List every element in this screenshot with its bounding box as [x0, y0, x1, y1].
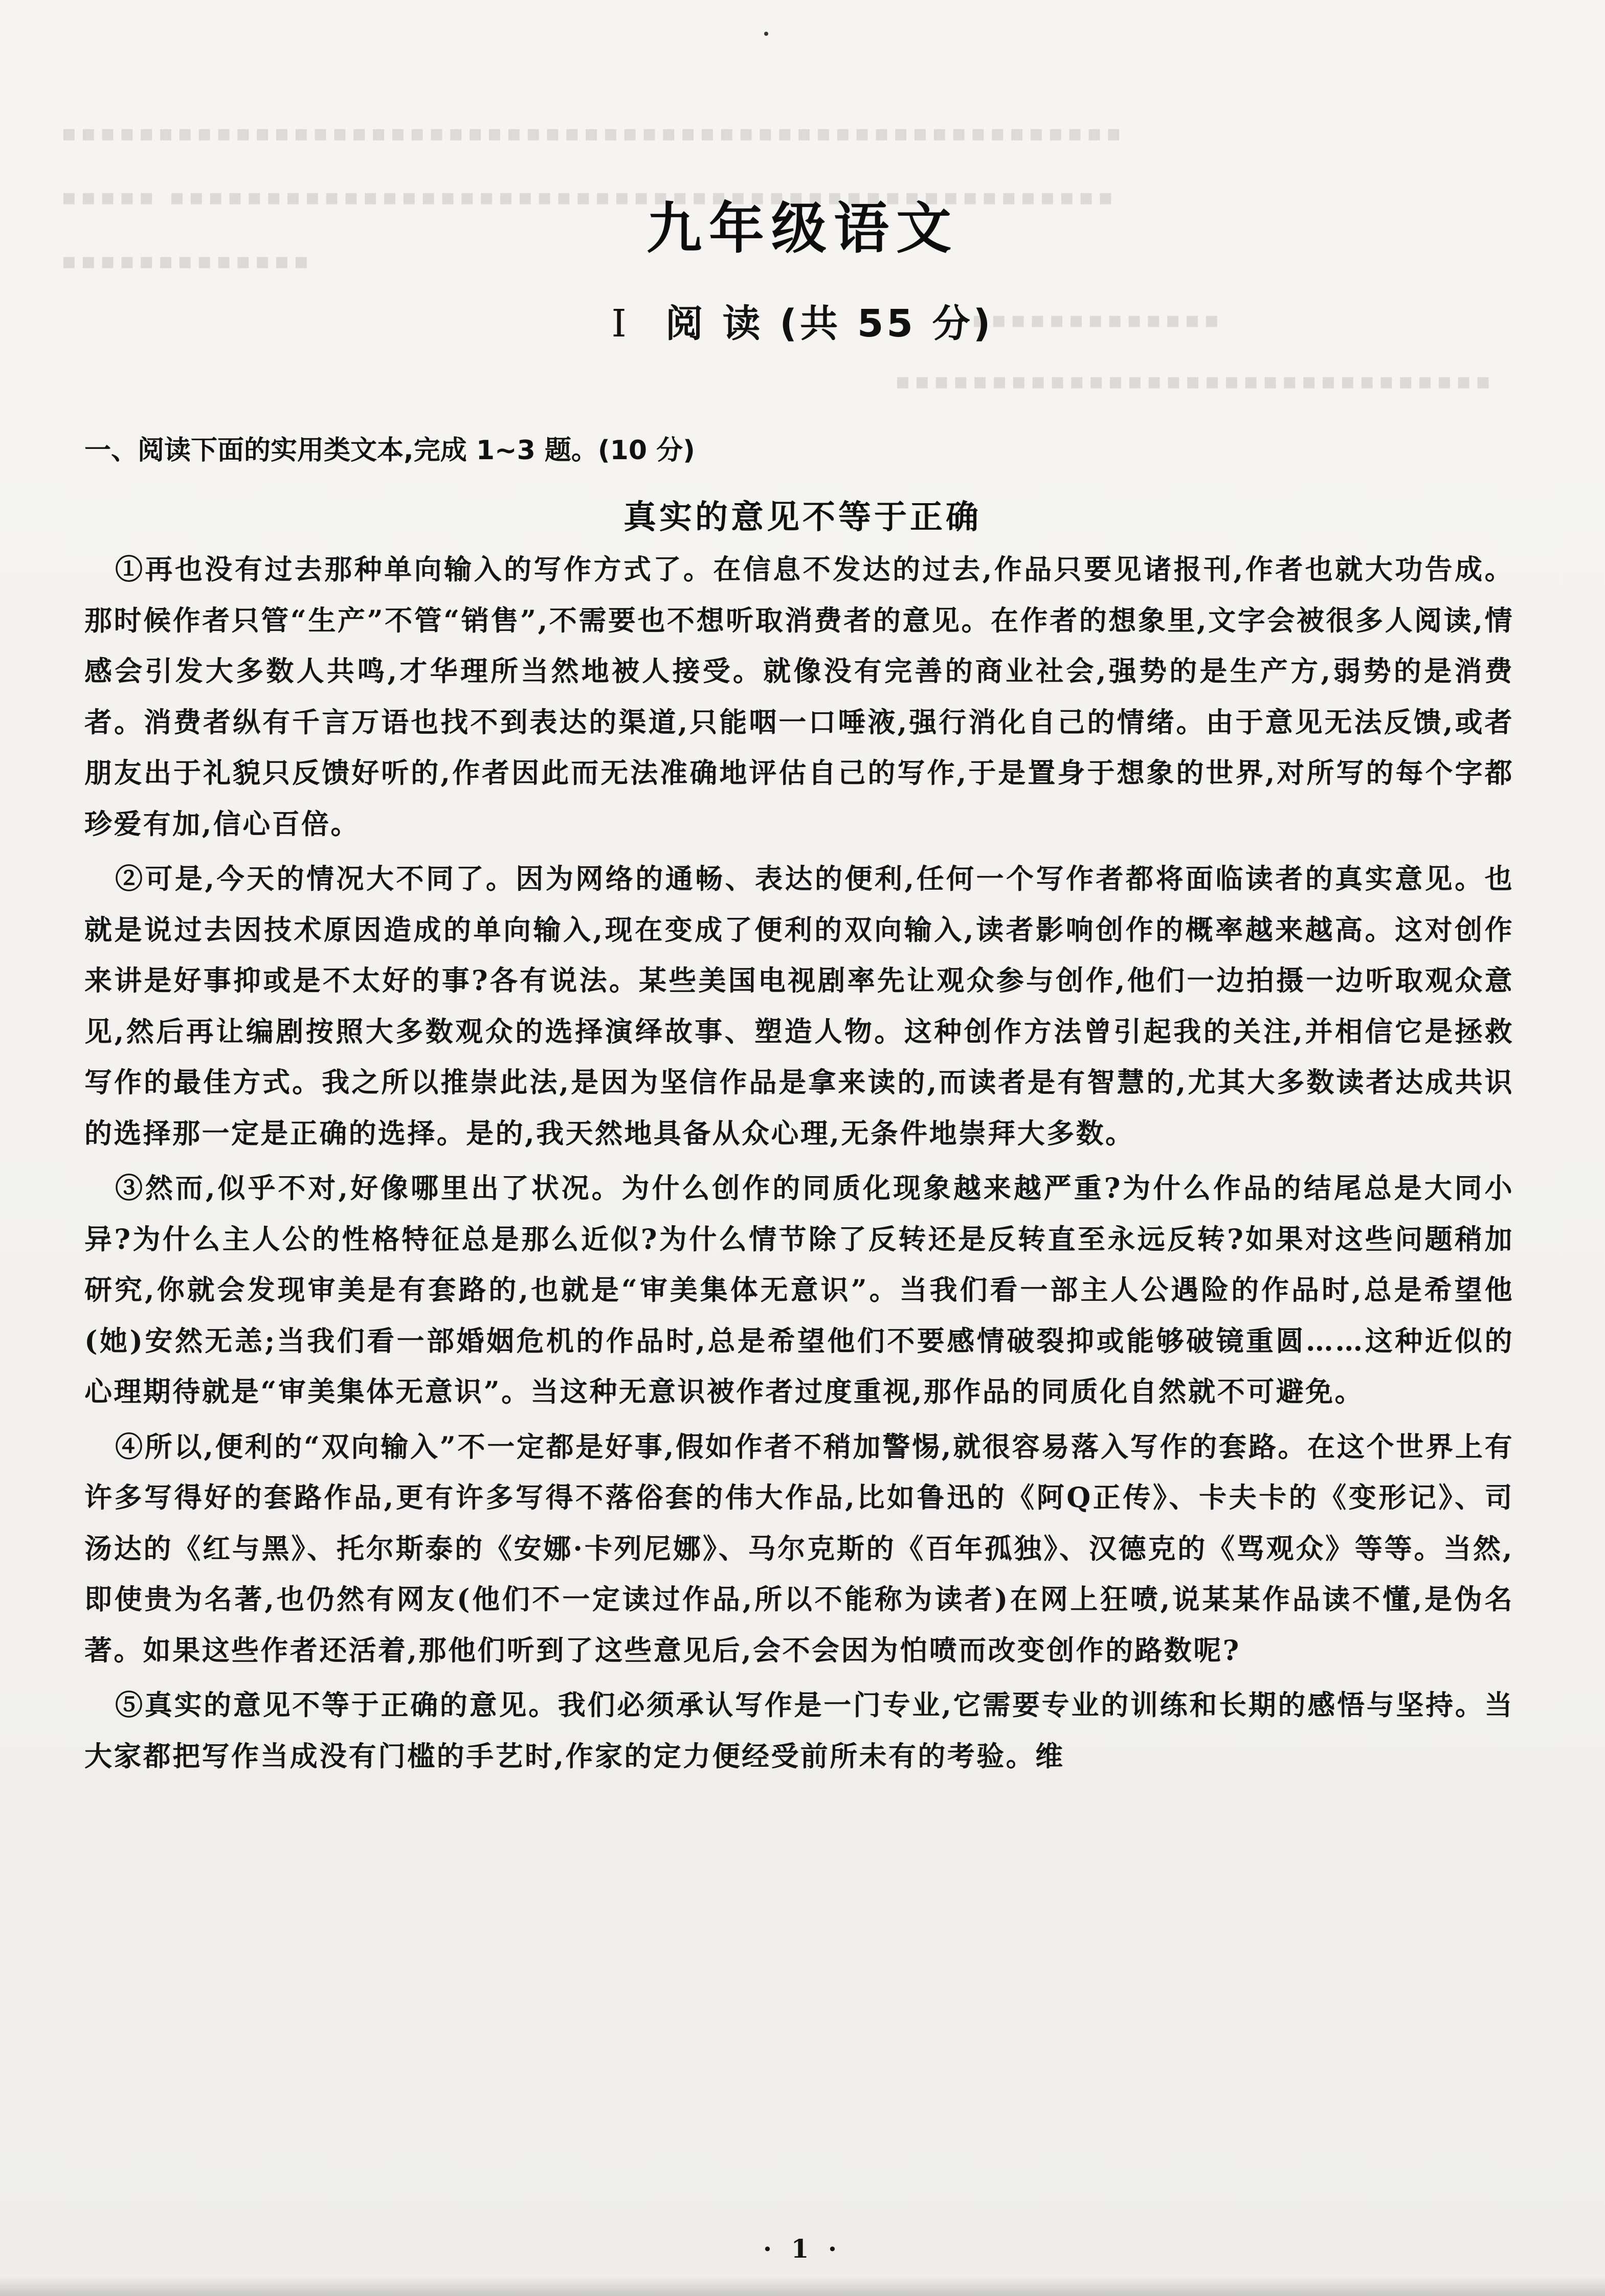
- show-through-line: ▪▪▪▪▪▪▪▪▪▪▪▪▪: [61, 248, 313, 274]
- article-paragraph: ⑤真实的意见不等于正确的意见。我们必须承认写作是一门专业,它需要专业的训练和长期的感悟与坚持。当大家都把写作当成没有门槛的手艺时,作家的定力便经受前所未有的考验。维: [84, 1689, 1514, 1772]
- show-through-line: ▪▪▪▪▪▪▪▪▪▪▪▪▪▪▪▪▪▪▪▪▪▪▪▪▪▪▪▪▪▪▪▪▪▪▪▪▪▪▪▪▪▪▪▪▪▪▪▪▪▪▪▪▪▪▪: [61, 120, 1126, 146]
- article-paragraph: ③然而,似乎不对,好像哪里出了状况。为什么创作的同质化现象越来越严重?为什么作品的结尾总是大同小异?为什么主人公的性格特征总是那么近似?为什么情节除了反转还是反转直至永远反转?如果对这些问题稍加研究,你就会发现审美是有套路的,也就是“审美集体无意识”。当我们看一部主人公遇险的作品时,总是希望他(她)安然无恙;当我们看一部婚姻危机的作品时,总是希望他们不要感情破裂抑或能够破镜重圆……这种近似的心理期待就是“审美集体无意识”。当这种无意识被作者过度重视,那作品的同质化自然就不可避免。: [84, 1172, 1514, 1408]
- question-instruction: 一、阅读下面的实用类文本,完成 1~3 题。(10 分): [84, 435, 695, 466]
- article-body: [84, 544, 1514, 1786]
- scan-edge-shadow: [0, 2277, 1605, 2296]
- registration-dot: [764, 32, 768, 36]
- show-through-line: ▪▪▪▪▪▪▪▪▪▪▪▪▪▪▪▪▪▪▪▪▪▪▪▪▪▪▪▪▪▪▪: [895, 368, 1495, 394]
- section-roman-numeral: I: [611, 302, 630, 346]
- page-title: 九年级语文: [646, 197, 958, 261]
- article-paragraph: ①再也没有过去那种单向输入的写作方式了。在信息不发达的过去,作品只要见诸报刊,作者也就大功告成。那时候作者只管“生产”不管“销售”,不需要也不想听取消费者的意见。在作者的想象里,文字会被很多人阅读,情感会引发大多数人共鸣,才华理所当然地被人接受。就像没有完善的商业社会,强势的是生产方,弱势的是消费者。消费者纵有千言万语也找不到表达的渠道,只能咽一口唾液,强行消化自己的情绪。由于意见无法反馈,或者朋友出于礼貌只反馈好听的,作者因此而无法准确地评估自己的写作,于是置身于想象的世界,对所写的每个字都珍爱有加,信心百倍。: [84, 553, 1514, 840]
- article-paragraph: ②可是,今天的情况大不同了。因为网络的通畅、表达的便利,任何一个写作者都将面临读者的真实意见。也就是说过去因技术原因造成的单向输入,现在变成了便利的双向输入,读者影响创作的概率越来越高。这对创作来讲是好事抑或是不太好的事?各有说法。某些美国电视剧率先让观众参与创作,他们一边拍摄一边听取观众意见,然后再让编剧按照大多数观众的选择演绎故事、塑造人物。这种创作方法曾引起我的关注,并相信它是拯救写作的最佳方式。我之所以推崇此法,是因为坚信作品是拿来读的,而读者是有智慧的,尤其大多数读者达成共识的选择那一定是正确的选择。是的,我天然地具备从众心理,无条件地崇拜大多数。: [84, 862, 1514, 1150]
- section-label: 阅 读 (共 55 分): [665, 302, 994, 346]
- show-through-line: ▪▪▪▪▪ ▪▪▪▪▪▪▪▪▪▪▪▪▪▪▪▪▪▪▪▪▪▪▪▪▪▪▪▪▪▪▪▪▪▪▪▪▪▪▪▪▪▪▪▪▪▪▪▪▪: [61, 184, 1118, 210]
- show-through-line: ▪▪▪▪▪▪▪▪▪▪▪▪▪: [972, 307, 1223, 333]
- section-heading: [0, 294, 1605, 348]
- article-paragraph: ④所以,便利的“双向输入”不一定都是好事,假如作者不稍加警惕,就很容易落入写作的套路。在这个世界上有许多写得好的套路作品,更有许多写得不落俗套的伟大作品,比如鲁迅的《阿Q正传》、卡夫卡的《变形记》、司汤达的《红与黑》、托尔斯泰的《安娜·卡列尼娜》、马尔克斯的《百年孤独》、汉德克的《骂观众》等等。当然,即使贵为名著,也仍然有网友(他们不一定读过作品,所以不能称为读者)在网上狂喷,说某某作品读不懂,是伪名著。如果这些作者还活着,那他们听到了这些意见后,会不会因为怕喷而改变创作的路数呢?: [84, 1430, 1514, 1667]
- article-title: 真实的意见不等于正确: [623, 499, 982, 536]
- page-number: · 1 ·: [763, 2234, 842, 2264]
